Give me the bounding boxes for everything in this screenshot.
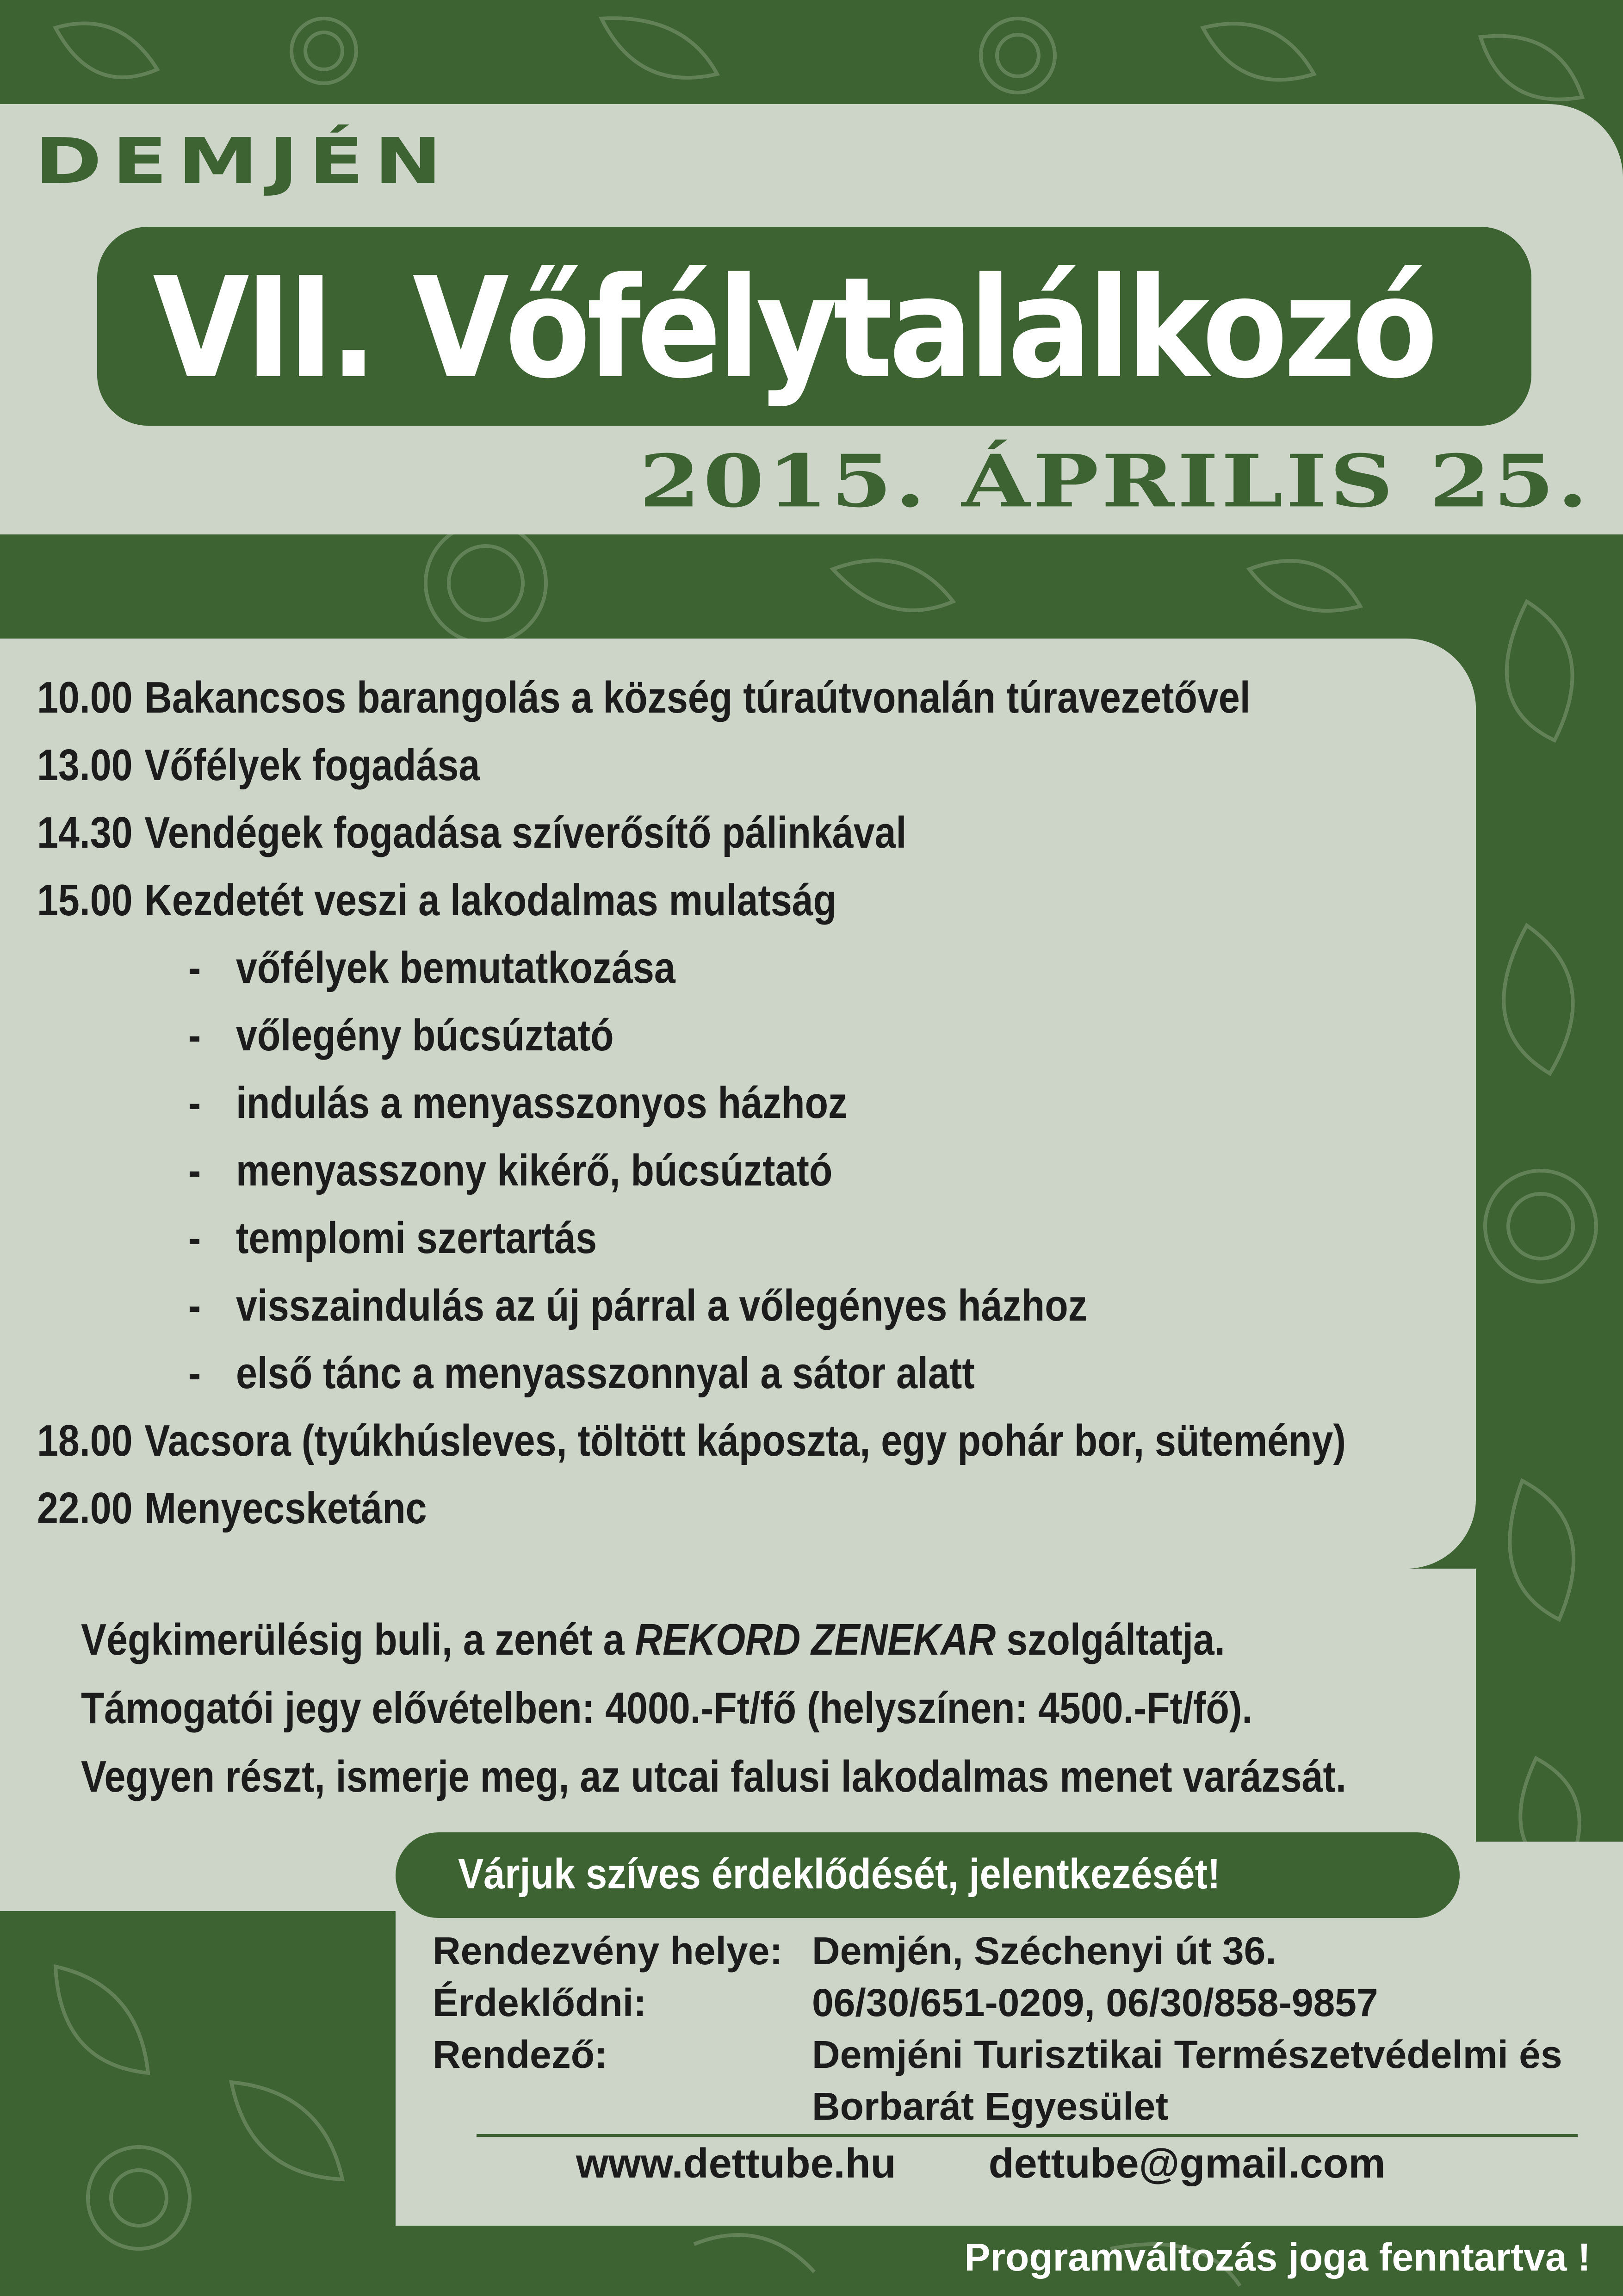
bullet-dash: - bbox=[188, 1213, 201, 1263]
schedule-text: vőfélyek bemutatkozása bbox=[236, 943, 675, 993]
schedule-text: menyasszony kikérő, búcsúztató bbox=[236, 1146, 833, 1195]
bullet-dash: - bbox=[188, 1281, 201, 1330]
schedule-time: 14.30 bbox=[37, 808, 133, 857]
venue-label: Rendezvény helye: bbox=[433, 1929, 783, 1973]
schedule-text: vőlegény búcsúztató bbox=[236, 1011, 614, 1060]
band-name: REKORD ZENEKAR bbox=[635, 1615, 996, 1664]
organizer-row bbox=[433, 2029, 1589, 2080]
invite-text: Várjuk szíves érdeklődését, jelentkezését! bbox=[458, 1850, 1220, 1898]
schedule-subitem bbox=[37, 1069, 1270, 1137]
event-title: VII. Vőfélytalálkozó bbox=[153, 248, 1434, 409]
schedule-item bbox=[37, 799, 1270, 867]
schedule-time: 22.00 bbox=[37, 1483, 133, 1533]
info-line-invite: Vegyen részt, ismerje meg, az utcai falusi lakodalmas menet varázsát. bbox=[81, 1752, 1346, 1801]
schedule-list bbox=[37, 664, 1471, 1542]
organizer-row-2 bbox=[433, 2080, 1589, 2132]
program-change-notice: Programváltozás joga fenntartva ! bbox=[964, 2235, 1591, 2279]
schedule-time: 10.00 bbox=[37, 673, 133, 722]
email-link[interactable]: dettube@gmail.com bbox=[988, 2141, 1386, 2187]
venue-value: Demjén, Széchenyi út 36. bbox=[812, 1929, 1276, 1973]
schedule-subitem bbox=[37, 1002, 1270, 1069]
schedule-text: Vacsora (tyúkhúsleves, töltött káposzta, egy pohár bor, sütemény) bbox=[144, 1416, 1346, 1465]
bullet-dash: - bbox=[188, 1146, 201, 1195]
schedule-item bbox=[37, 867, 1270, 934]
info-line-ticket: Támogatói jegy elővételben: 4000.-Ft/fő (helyszínen: 4500.-Ft/fő). bbox=[81, 1683, 1253, 1733]
bullet-dash: - bbox=[188, 1011, 201, 1060]
schedule-item bbox=[37, 664, 1270, 732]
town-name: DEMJÉN bbox=[35, 125, 452, 199]
bullet-dash: - bbox=[188, 943, 201, 993]
schedule-text: visszaindulás az új párral a vőlegényes házhoz bbox=[236, 1281, 1087, 1330]
contact-details bbox=[433, 1925, 1589, 2132]
schedule-subitem bbox=[37, 1340, 1270, 1407]
web-contacts bbox=[576, 2140, 1478, 2188]
schedule-text: indulás a menyasszonyos házhoz bbox=[236, 1078, 848, 1128]
organizer-name-1: Demjéni Turisztikai Természetvédelmi és bbox=[812, 2032, 1562, 2076]
schedule-item bbox=[37, 732, 1270, 799]
website-link[interactable]: www.dettube.hu bbox=[576, 2141, 896, 2187]
contact-divider bbox=[477, 2134, 1578, 2137]
schedule-text: Vőfélyek fogadása bbox=[144, 740, 480, 790]
organizer-name-2: Borbarát Egyesület bbox=[812, 2084, 1169, 2128]
schedule-time: 18.00 bbox=[37, 1416, 133, 1465]
organizer-label: Rendező: bbox=[433, 2032, 607, 2076]
schedule-item bbox=[37, 1407, 1346, 1475]
schedule-text: első tánc a menyasszonnyal a sátor alatt bbox=[236, 1348, 975, 1398]
schedule-text: Bakancsos barangolás a község túraútvonalán túravezetővel bbox=[144, 673, 1251, 722]
phone-numbers: 06/30/651-0209, 06/30/858-9857 bbox=[812, 1980, 1378, 2024]
schedule-time: 13.00 bbox=[37, 740, 133, 790]
bullet-dash: - bbox=[188, 1348, 201, 1398]
schedule-subitem bbox=[37, 1204, 1270, 1272]
schedule-text: Menyecsketánc bbox=[144, 1483, 427, 1533]
schedule-subitem bbox=[37, 1272, 1270, 1340]
schedule-time: 15.00 bbox=[37, 875, 133, 925]
inquiry-row bbox=[433, 1977, 1589, 2029]
info-block bbox=[81, 1606, 1346, 1811]
schedule-item bbox=[37, 1475, 1270, 1542]
bullet-dash: - bbox=[188, 1078, 201, 1128]
event-date: 2015. ÁPRILIS 25. bbox=[639, 439, 1591, 524]
schedule-text: Vendégek fogadása szíverősítő pálinkával bbox=[144, 808, 907, 857]
schedule-subitem bbox=[37, 934, 1270, 1002]
info-line-music: Végkimerülésig buli, a zenét a REKORD ZENEKAR szolgáltatja. bbox=[81, 1615, 1225, 1664]
schedule-text: Kezdetét veszi a lakodalmas mulatság bbox=[144, 875, 837, 925]
schedule-subitem bbox=[37, 1137, 1270, 1204]
venue-row bbox=[433, 1925, 1589, 1977]
inquiry-label: Érdeklődni: bbox=[433, 1980, 647, 2024]
schedule-text: templomi szertartás bbox=[236, 1213, 597, 1263]
